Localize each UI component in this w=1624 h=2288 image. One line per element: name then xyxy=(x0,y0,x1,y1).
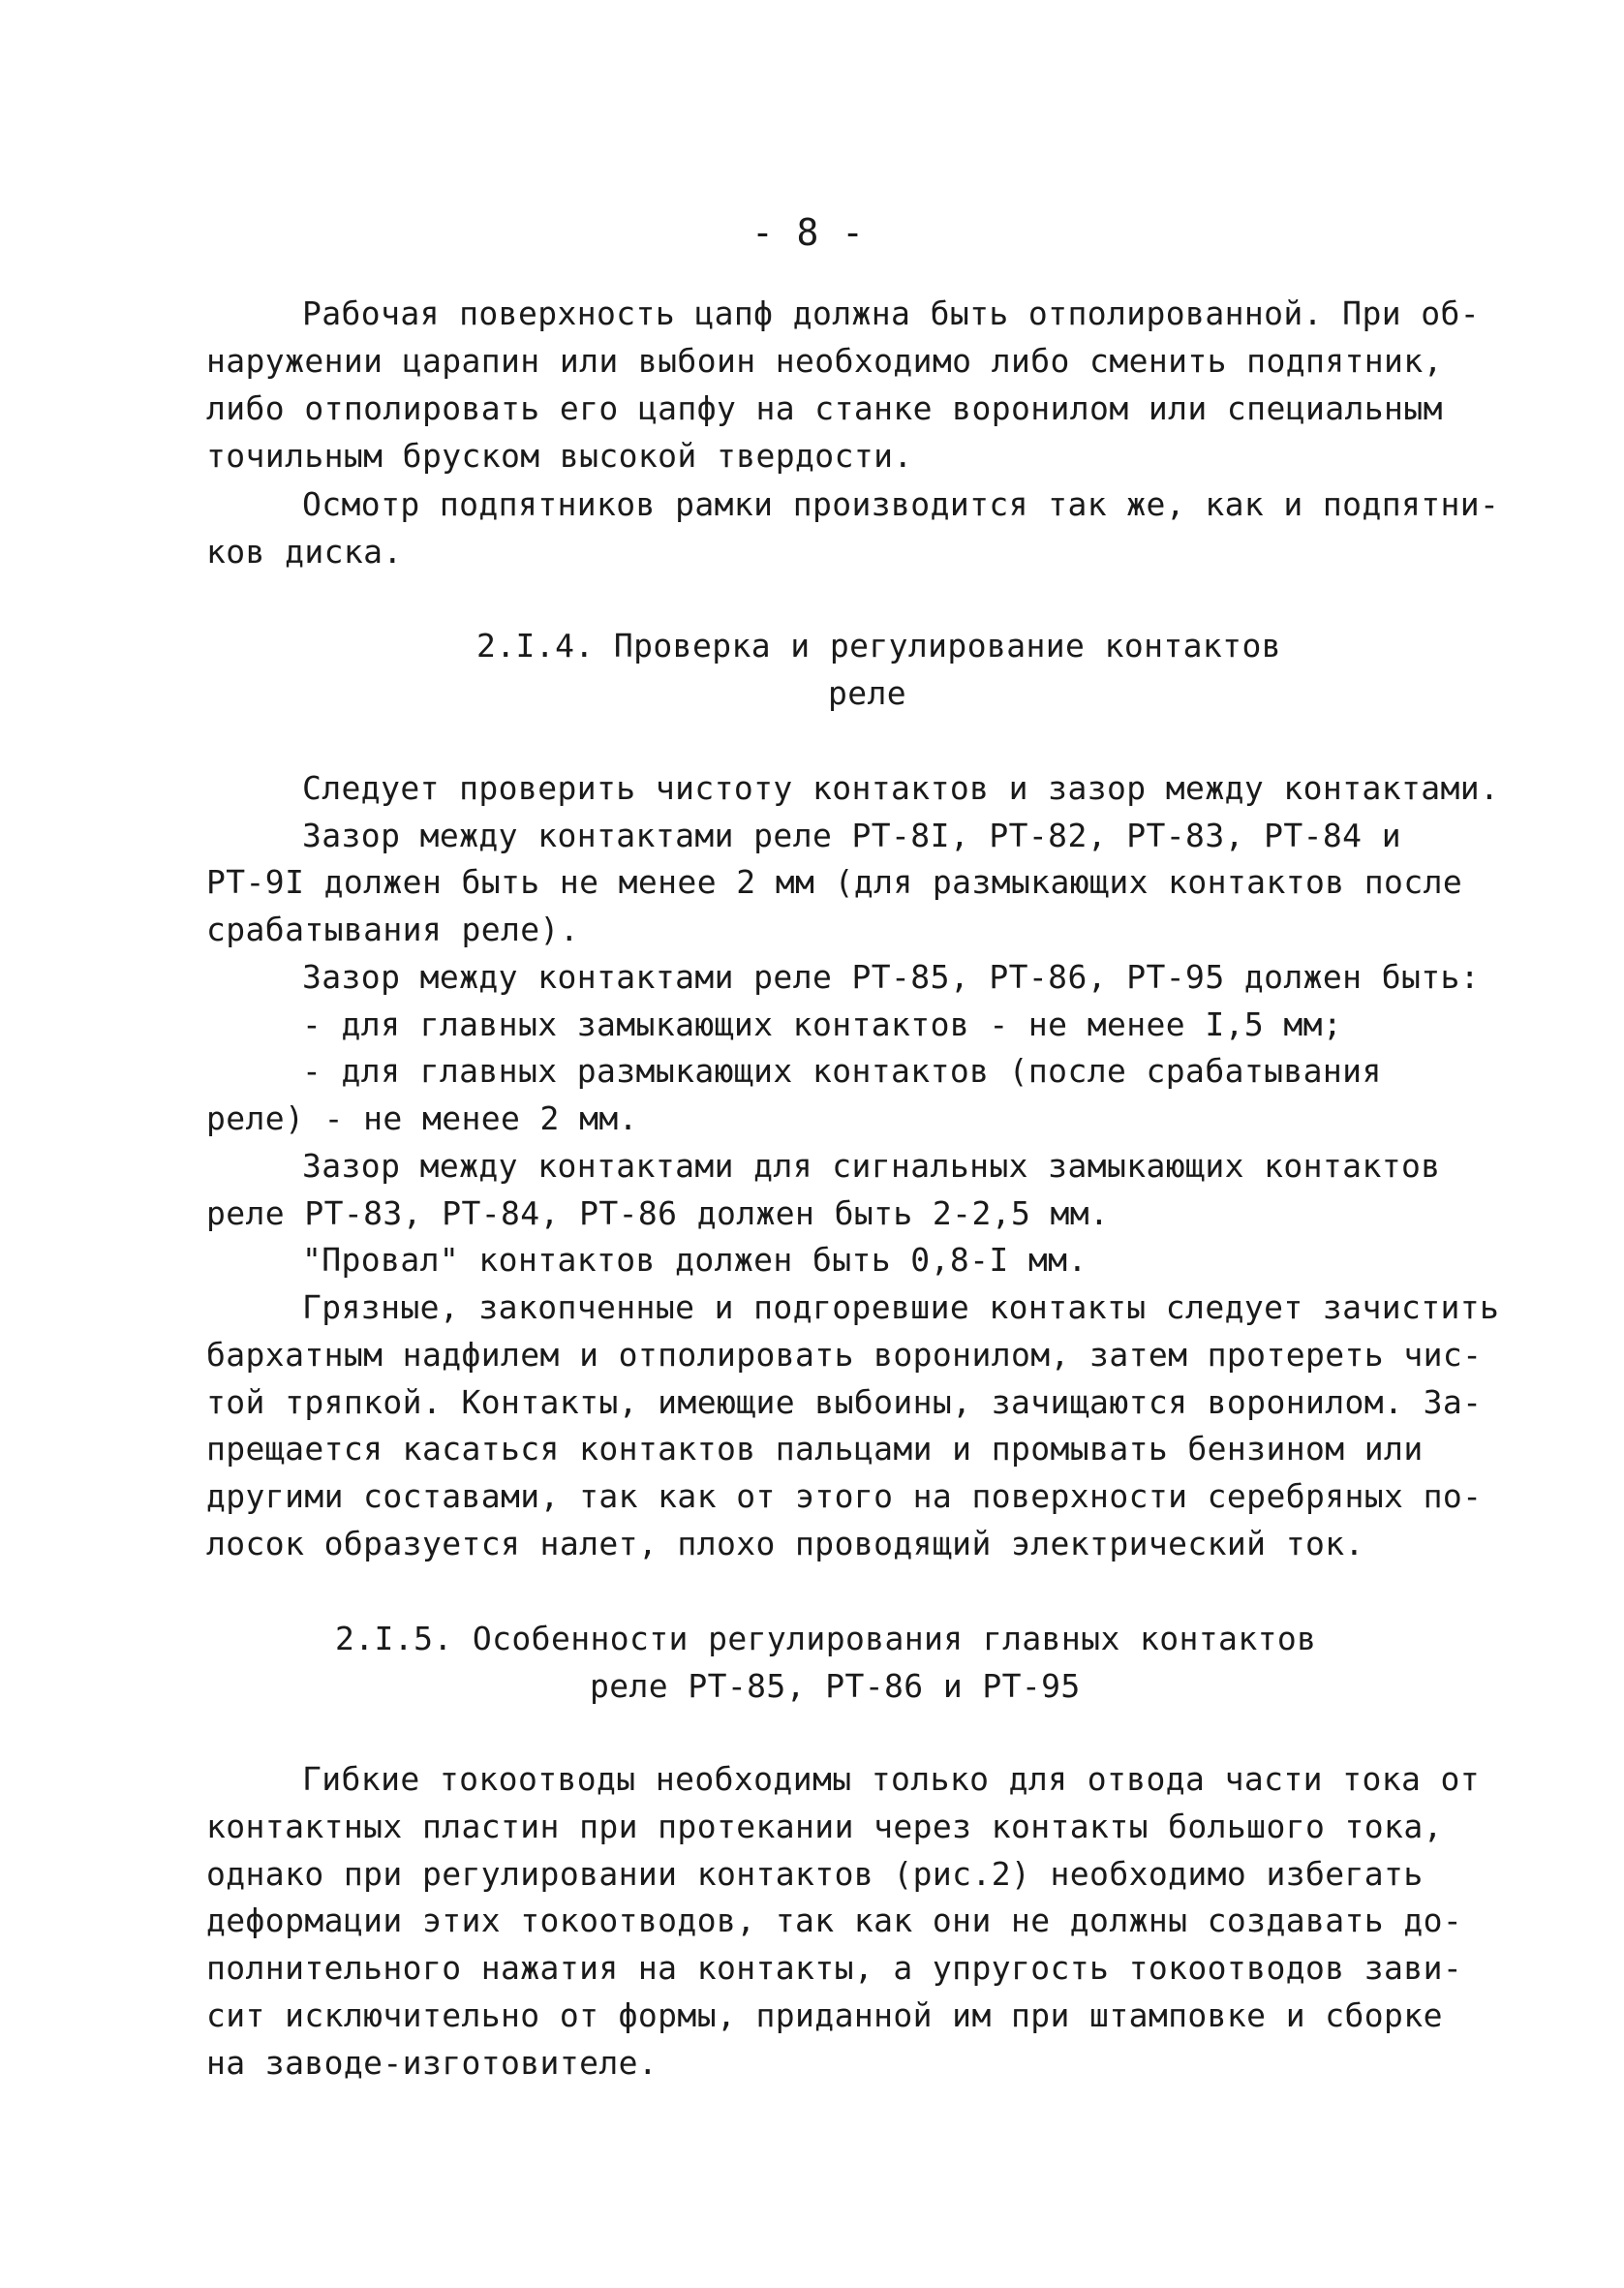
paragraph-line: лосок образуется налет, плохо проводящий электрический ток. xyxy=(206,1525,1364,1562)
paragraph-line: либо отполировать его цапфу на станке воронилом или специальным xyxy=(206,389,1443,427)
paragraph-line: реле РТ-83, РТ-84, РТ-86 должен быть 2-2,5 мм. xyxy=(206,1194,1110,1232)
paragraph-line: той тряпкой. Контакты, имеющие выбоины, зачищаются воронилом. За- xyxy=(206,1383,1483,1421)
paragraph-line: сит исключительно от формы, приданной им при штамповке и сборке xyxy=(206,1996,1443,2034)
paragraph-line: РТ-9I должен быть не менее 2 мм (для размыкающих контактов после xyxy=(206,863,1463,901)
paragraph-line: контактных пластин при протекании через контакты большого тока, xyxy=(206,1808,1443,1845)
paragraph-line: однако при регулировании контактов (рис.2) необходимо избегать xyxy=(206,1855,1424,1893)
section-heading: 2.I.4. Проверка и регулирование контактов xyxy=(476,627,1281,665)
paragraph-line: срабатывания реле). xyxy=(206,911,580,948)
list-item: - для главных замыкающих контактов - не менее I,5 мм; xyxy=(302,1005,1343,1043)
section-heading: 2.I.5. Особенности регулирования главных контактов xyxy=(335,1620,1317,1657)
paragraph-line: наружении царапин или выбоин необходимо либо сменить подпятник, xyxy=(206,342,1443,380)
paragraph-line: бархатным надфилем и отполировать воронилом, затем протереть чис- xyxy=(206,1336,1483,1374)
paragraph-line: деформации этих токоотводов, так как они не должны создавать до- xyxy=(206,1902,1463,1939)
paragraph-line: полнительного нажатия на контакты, а упругость токоотводов зави- xyxy=(206,1949,1463,1987)
paragraph-line: точильным бруском высокой твердости. xyxy=(206,437,913,475)
paragraph-line: Грязные, закопченные и подгоревшие контакты следует зачистить xyxy=(302,1288,1500,1326)
paragraph-line: Гибкие токоотводы необходимы только для отвода части тока от xyxy=(302,1760,1481,1798)
section-heading: реле РТ-85, РТ-86 и РТ-95 xyxy=(590,1667,1081,1705)
list-item: - для главных размыкающих контактов (после срабатывания xyxy=(302,1052,1382,1090)
paragraph-line: Зазор между контактами реле РТ-8I, РТ-82, РТ-83, РТ-84 и xyxy=(302,817,1401,854)
paragraph-line: Следует проверить чистоту контактов и зазор между контактами. xyxy=(302,769,1500,807)
paragraph-line: "Провал" контактов должен быть 0,8-I мм. xyxy=(302,1241,1088,1279)
paragraph-line: Осмотр подпятников рамки производится так же, как и подпятни- xyxy=(302,485,1500,523)
paragraph-line: другими составами, так как от этого на поверхности серебряных по- xyxy=(206,1477,1483,1515)
paragraph-line: Зазор между контактами для сигнальных замыкающих контактов xyxy=(302,1147,1441,1185)
paragraph-line: Рабочая поверхность цапф должна быть отполированной. При об- xyxy=(302,294,1481,332)
paragraph-line: прещается касаться контактов пальцами и промывать бензином или xyxy=(206,1430,1424,1468)
paragraph-line: на заводе-изготовителе. xyxy=(206,2044,659,2082)
paragraph-line: ков диска. xyxy=(206,533,403,571)
paragraph-line: реле) - не менее 2 мм. xyxy=(206,1099,638,1137)
page-number: - 8 - xyxy=(751,211,865,254)
section-heading: реле xyxy=(828,674,907,712)
paragraph-line: Зазор между контактами реле РТ-85, РТ-86, РТ-95 должен быть: xyxy=(302,958,1481,996)
